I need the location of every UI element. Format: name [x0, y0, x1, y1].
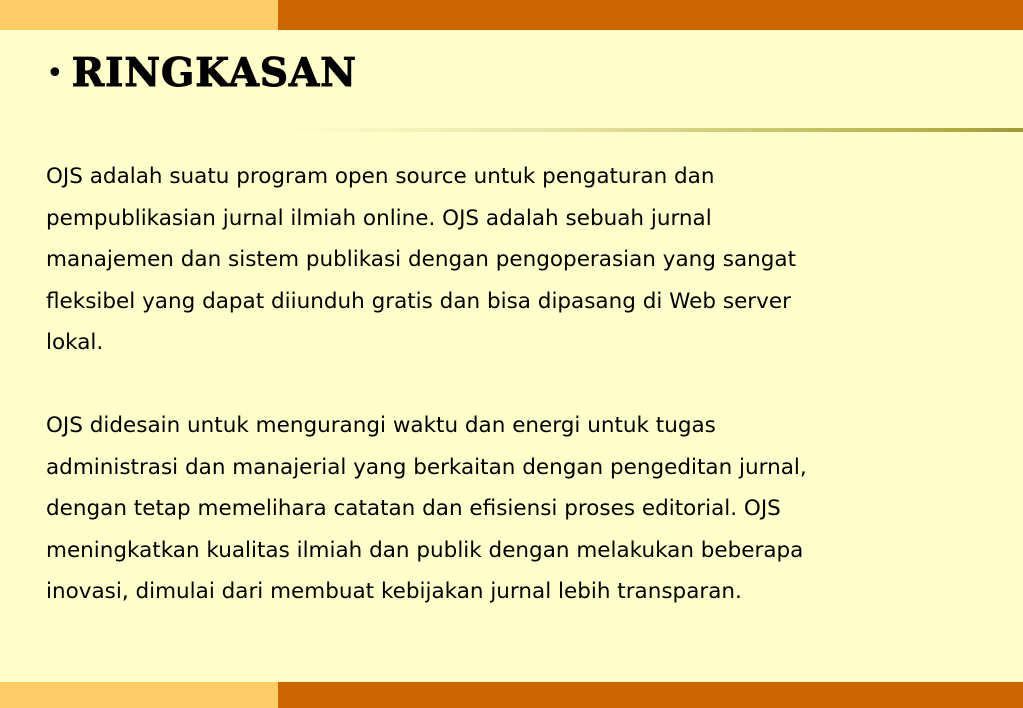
top-decorative-bar — [0, 0, 1023, 30]
slide-body — [46, 156, 1006, 613]
paragraph-2: OJS didesain untuk mengurangi waktu dan energi untuk tugas administrasi dan manajerial yang berkaitan dengan pengeditan jurnal, dengan tetap memelihara catatan dan efisiensi proses editorial. OJS meningkatkan kualitas ilmiah dan publik dengan melakukan beberapa inovasi, dimulai dari membuat kebijakan jurnal lebih transparan. — [46, 413, 807, 604]
top-bar-light-segment — [0, 0, 278, 30]
bottom-bar-light-segment — [0, 682, 278, 708]
bullet-icon: • — [46, 55, 64, 91]
slide-title: RINGKASAN — [71, 50, 357, 96]
bottom-decorative-bar — [0, 682, 1023, 708]
title-underline-rule — [280, 128, 1023, 132]
bottom-bar-dark-segment — [278, 682, 1023, 708]
title-row — [46, 50, 357, 96]
paragraph-1: OJS adalah suatu program open source untuk pengaturan dan pempublikasian jurnal ilmiah online. OJS adalah sebuah jurnal manajemen dan sistem publikasi dengan pengoperasian yang sangat fleksibel yang dapat diiunduh gratis dan bisa dipasang di Web server lokal. — [46, 164, 797, 355]
top-bar-dark-segment — [278, 0, 1023, 30]
paragraph-spacer — [46, 364, 1006, 406]
